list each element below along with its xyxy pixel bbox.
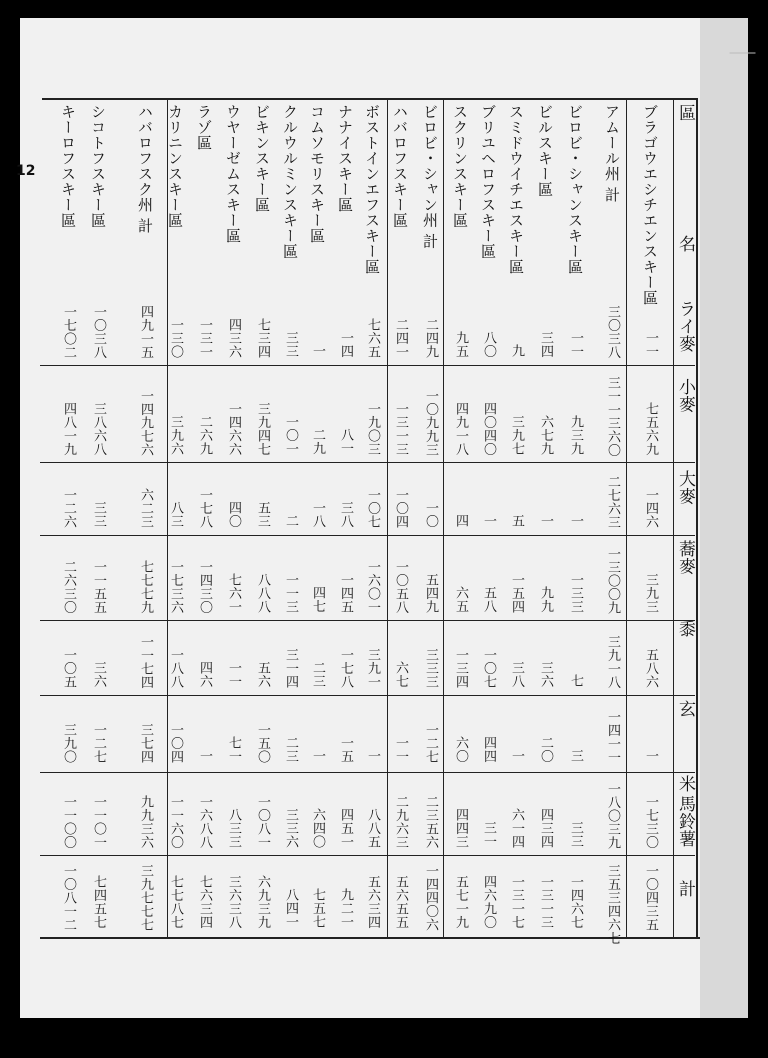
table-cell: 一 xyxy=(310,344,325,358)
table-cell: 一二七 xyxy=(91,723,106,764)
table-cell: 三九三 xyxy=(643,573,658,614)
table-cell: 七四五七 xyxy=(91,875,106,929)
header-corner-mark: 區 xyxy=(675,104,695,122)
table-cell: 一〇一 xyxy=(283,415,298,456)
table-cell: 一〇七 xyxy=(481,648,496,689)
table-cell: 四六 xyxy=(197,661,212,688)
table-cell: 三三六 xyxy=(283,808,298,849)
table-cell: 一 xyxy=(197,749,212,763)
table-cell: 九 xyxy=(509,344,524,358)
table-cell: 一一〇〇 xyxy=(61,795,76,849)
table-cell: 一〇 xyxy=(423,501,438,528)
row-label: コムソモリスキー區 xyxy=(308,104,326,244)
band-divider xyxy=(40,772,695,773)
table-cell: 九九三六 xyxy=(138,795,153,849)
table-cell: 一六〇一 xyxy=(365,560,380,614)
table-cell: 七七八七 xyxy=(168,875,183,929)
table-cell: 六二三 xyxy=(138,488,153,529)
table-cell: 一九〇三 xyxy=(365,402,380,456)
table-cell: 三三 xyxy=(283,331,298,358)
table-cell: 三六 xyxy=(538,661,553,688)
column-header: ライ麥 xyxy=(675,300,695,353)
table-cell: 七三四 xyxy=(255,318,270,359)
column-header: 名 xyxy=(675,235,695,253)
table-cell: 二九 xyxy=(310,428,325,455)
table-cell: 五六五五 xyxy=(393,875,408,929)
band-divider xyxy=(40,695,695,696)
table-cell: 五六三四 xyxy=(365,875,380,929)
table-cell: 一三四 xyxy=(453,648,468,689)
table-cell: 一五四 xyxy=(509,573,524,614)
row-label: ナナイスキー區 xyxy=(336,104,354,213)
table-cell: 一三〇 xyxy=(168,318,183,359)
table-cell: 四三六 xyxy=(226,318,241,359)
table-cell: 三三 xyxy=(568,821,583,848)
table-cell: 一四六 xyxy=(643,488,658,529)
table-cell: 六九三九 xyxy=(255,875,270,929)
table-cell: 三〇三八 xyxy=(605,305,620,359)
table-cell: 一四六六 xyxy=(226,402,241,456)
table-cell: 一 xyxy=(481,514,496,528)
table-cell: 一 xyxy=(365,749,380,763)
row-label: ウヤーゼムスキー區 xyxy=(224,104,242,244)
header-column-divider xyxy=(673,98,674,938)
table-cell: 七五六九 xyxy=(643,402,658,456)
row-label: ビルスキー區 xyxy=(536,104,554,197)
page-number: 12 xyxy=(16,163,36,179)
table-cell: 六〇 xyxy=(453,736,468,763)
row-label: アムール州 計 xyxy=(603,104,621,203)
table-cell: 二六三〇 xyxy=(61,560,76,614)
facing-page-bleed xyxy=(700,18,748,1018)
table-cell: 四六九〇 xyxy=(481,875,496,929)
table-cell: 五三 xyxy=(255,501,270,528)
row-label: ブリユヘロフスキー區 xyxy=(479,104,497,259)
table-cell: 三八 xyxy=(509,661,524,688)
band-divider xyxy=(40,462,695,463)
table-cell: 一二六 xyxy=(61,488,76,529)
table-cell: 三六 xyxy=(91,661,106,688)
table-cell: 一 xyxy=(538,514,553,528)
row-label: ハバロフスキー區 xyxy=(391,104,409,228)
table-cell: 一 xyxy=(643,749,658,763)
table-cell: 八八五 xyxy=(365,808,380,849)
table-cell: 二四一 xyxy=(393,318,408,359)
column-header: 黍 xyxy=(675,620,695,638)
table-cell: 一四一一 xyxy=(605,710,620,764)
row-label: カリニンスキー區 xyxy=(166,104,184,228)
table-cell: 二四九 xyxy=(423,318,438,359)
table-cell: 三八六八 xyxy=(91,402,106,456)
table-cell: 二 xyxy=(283,514,298,528)
table-bottom-border xyxy=(40,937,700,939)
table-cell: 一三三 xyxy=(568,573,583,614)
table-cell: 三七四 xyxy=(138,723,153,764)
table-cell: 一七八 xyxy=(197,488,212,529)
table-cell: 四 xyxy=(453,514,468,528)
document-page xyxy=(20,18,742,1018)
table-cell: 八四一 xyxy=(283,888,298,929)
column-header: 馬鈴薯 xyxy=(675,795,695,848)
table-cell: 五 xyxy=(509,514,524,528)
table-cell: 二七六三 xyxy=(605,475,620,529)
table-cell: 一 xyxy=(568,514,583,528)
table-cell: 一四四〇六 xyxy=(423,864,438,932)
row-label: スミドウイチエスキー區 xyxy=(507,104,525,275)
table-cell: 一四九七六 xyxy=(138,389,153,457)
table-cell: 一八八 xyxy=(168,648,183,689)
table-cell: 三九四七 xyxy=(255,402,270,456)
table-cell: 八三 xyxy=(168,501,183,528)
table-cell: 八八八 xyxy=(255,573,270,614)
table-cell: 一〇四三五 xyxy=(643,864,658,932)
table-cell: 三 xyxy=(568,749,583,763)
table-cell: 二三 xyxy=(310,661,325,688)
table-cell: 六七 xyxy=(393,661,408,688)
table-cell: 一三一七 xyxy=(509,875,524,929)
group-divider xyxy=(626,98,627,938)
table-cell: 七六五 xyxy=(365,318,380,359)
table-cell: 一七三六 xyxy=(168,560,183,614)
table-cell: 六一四 xyxy=(509,808,524,849)
table-cell: 一一〇一 xyxy=(91,795,106,849)
table-cell: 一五〇 xyxy=(255,723,270,764)
table-cell: 四九一五 xyxy=(138,305,153,359)
table-cell: 一八〇三九 xyxy=(605,782,620,850)
table-cell: 一一三 xyxy=(283,573,298,614)
table-cell: 一〇四 xyxy=(393,488,408,529)
table-cell: 一一 xyxy=(568,331,583,358)
table-cell: 三九一 xyxy=(365,648,380,689)
table-cell: 三九六 xyxy=(168,415,183,456)
table-cell: 六五 xyxy=(453,586,468,613)
table-cell: 一四 xyxy=(338,331,353,358)
table-cell: 一六八八 xyxy=(197,795,212,849)
table-cell: 三九七 xyxy=(509,415,524,456)
table-cell: 一八 xyxy=(310,501,325,528)
table-cell: 三六三八 xyxy=(226,875,241,929)
group-divider xyxy=(387,98,388,938)
table-cell: 一〇七 xyxy=(365,488,380,529)
table-cell: 四三四 xyxy=(538,808,553,849)
band-divider xyxy=(40,620,695,621)
row-label: ブラゴウエシチエンスキー區 xyxy=(641,104,659,306)
row-label: キーロフスキー區 xyxy=(59,104,77,228)
table-cell: 二六九 xyxy=(197,415,212,456)
table-cell: 一三一三 xyxy=(538,875,553,929)
table-cell: 四八一九 xyxy=(61,402,76,456)
table-cell: 一〇九九三 xyxy=(423,389,438,457)
table-cell: 九二一 xyxy=(338,888,353,929)
table-cell: 八〇 xyxy=(481,331,496,358)
table-cell: 四四 xyxy=(481,736,496,763)
band-divider xyxy=(40,535,695,536)
table-cell: 三八 xyxy=(338,501,353,528)
column-header: 計 xyxy=(675,880,695,898)
table-cell: 一三〇〇九 xyxy=(605,547,620,615)
row-label: クルウルミンスキー區 xyxy=(281,104,299,259)
table-top-border xyxy=(42,98,697,100)
table-cell: 一二七 xyxy=(423,723,438,764)
table-cell: 三九〇 xyxy=(61,723,76,764)
table-cell: 七六三四 xyxy=(197,875,212,929)
table-cell: 三一四 xyxy=(283,648,298,689)
table-cell: 一〇五 xyxy=(61,648,76,689)
table-cell: 一七八 xyxy=(338,648,353,689)
table-cell: 一五 xyxy=(338,736,353,763)
table-cell: 四〇 xyxy=(226,501,241,528)
table-cell: 三五三四六七 xyxy=(605,864,620,945)
table-cell: 七五七 xyxy=(310,888,325,929)
row-label: ビロビ・シャンスキー區 xyxy=(566,104,584,275)
table-cell: 一四五 xyxy=(338,573,353,614)
row-label: ハバロフスク州 計 xyxy=(136,104,154,234)
column-header: 玄 xyxy=(675,700,695,718)
table-cell: 三三三 xyxy=(423,648,438,689)
column-header: 小麥 xyxy=(675,378,695,413)
table-cell: 一一 xyxy=(643,331,658,358)
row-label: ラゾ區 xyxy=(195,104,213,151)
table-cell: 一一 xyxy=(226,661,241,688)
table-cell: 一 xyxy=(310,749,325,763)
group-divider xyxy=(443,98,444,938)
table-cell: 三一一三六〇 xyxy=(605,376,620,457)
table-cell: 五八 xyxy=(481,586,496,613)
table-cell: 七 xyxy=(568,674,583,688)
table-cell: 七一 xyxy=(226,736,241,763)
table-cell: 一〇四 xyxy=(168,723,183,764)
table-cell: 三一 xyxy=(481,821,496,848)
table-cell: 五八六 xyxy=(643,648,658,689)
table-cell: 七七七九 xyxy=(138,560,153,614)
table-cell: 四〇四〇 xyxy=(481,402,496,456)
table-cell: 一一六〇 xyxy=(168,795,183,849)
table-cell: 一七三〇 xyxy=(643,795,658,849)
table-cell: 一〇八一 xyxy=(255,795,270,849)
table-cell: 一七〇二 xyxy=(61,305,76,359)
column-header: 大麥 xyxy=(675,470,695,505)
table-cell: 四七 xyxy=(310,586,325,613)
table-cell: 一〇八一二 xyxy=(61,864,76,932)
table-cell: 一四六七 xyxy=(568,875,583,929)
table-cell: 九三九 xyxy=(568,415,583,456)
table-right-border xyxy=(696,98,698,938)
table-cell: 一三一 xyxy=(197,318,212,359)
table-cell: 一 xyxy=(509,749,524,763)
table-cell: 二〇 xyxy=(538,736,553,763)
column-header: 米 xyxy=(675,775,695,793)
table-cell: 四四三 xyxy=(453,808,468,849)
table-cell: 一三一三 xyxy=(393,402,408,456)
table-cell: 二九六三 xyxy=(393,795,408,849)
table-cell: 五四九 xyxy=(423,573,438,614)
table-cell: 九五 xyxy=(453,331,468,358)
table-cell: 四九一八 xyxy=(453,402,468,456)
row-label: シコトフスキー區 xyxy=(89,104,107,228)
table-cell: 二三 xyxy=(283,736,298,763)
table-cell: 二三五六 xyxy=(423,795,438,849)
row-label: ビロビ・シャン州 計 xyxy=(421,104,439,249)
table-cell: 五七一九 xyxy=(453,875,468,929)
table-cell: 三三 xyxy=(91,501,106,528)
table-cell: 五六 xyxy=(255,661,270,688)
facing-page-text: ｜ xyxy=(725,40,755,76)
table-cell: 三九七七七 xyxy=(138,864,153,932)
table-cell: 三九一八 xyxy=(605,635,620,689)
row-label: スクリンスキー區 xyxy=(451,104,469,228)
row-label: ビキンスキー區 xyxy=(253,104,271,213)
table-cell: 六七九 xyxy=(538,415,553,456)
table-cell: 一四三〇 xyxy=(197,560,212,614)
table-cell: 九九 xyxy=(538,586,553,613)
row-label: ボストインエフスキー區 xyxy=(363,104,381,275)
band-divider xyxy=(40,855,695,856)
table-cell: 一〇三八 xyxy=(91,305,106,359)
table-cell: 六四〇 xyxy=(310,808,325,849)
table-cell: 一一七四 xyxy=(138,635,153,689)
table-cell: 八三三 xyxy=(226,808,241,849)
column-header: 蕎麥 xyxy=(675,540,695,575)
table-cell: 三四 xyxy=(538,331,553,358)
band-divider xyxy=(40,365,695,366)
table-cell: 一一五五 xyxy=(91,560,106,614)
table-cell: 四五一 xyxy=(338,808,353,849)
table-cell: 七六一 xyxy=(226,573,241,614)
table-cell: 一一 xyxy=(393,736,408,763)
table-cell: 一〇五八 xyxy=(393,560,408,614)
table-cell: 八一 xyxy=(338,428,353,455)
